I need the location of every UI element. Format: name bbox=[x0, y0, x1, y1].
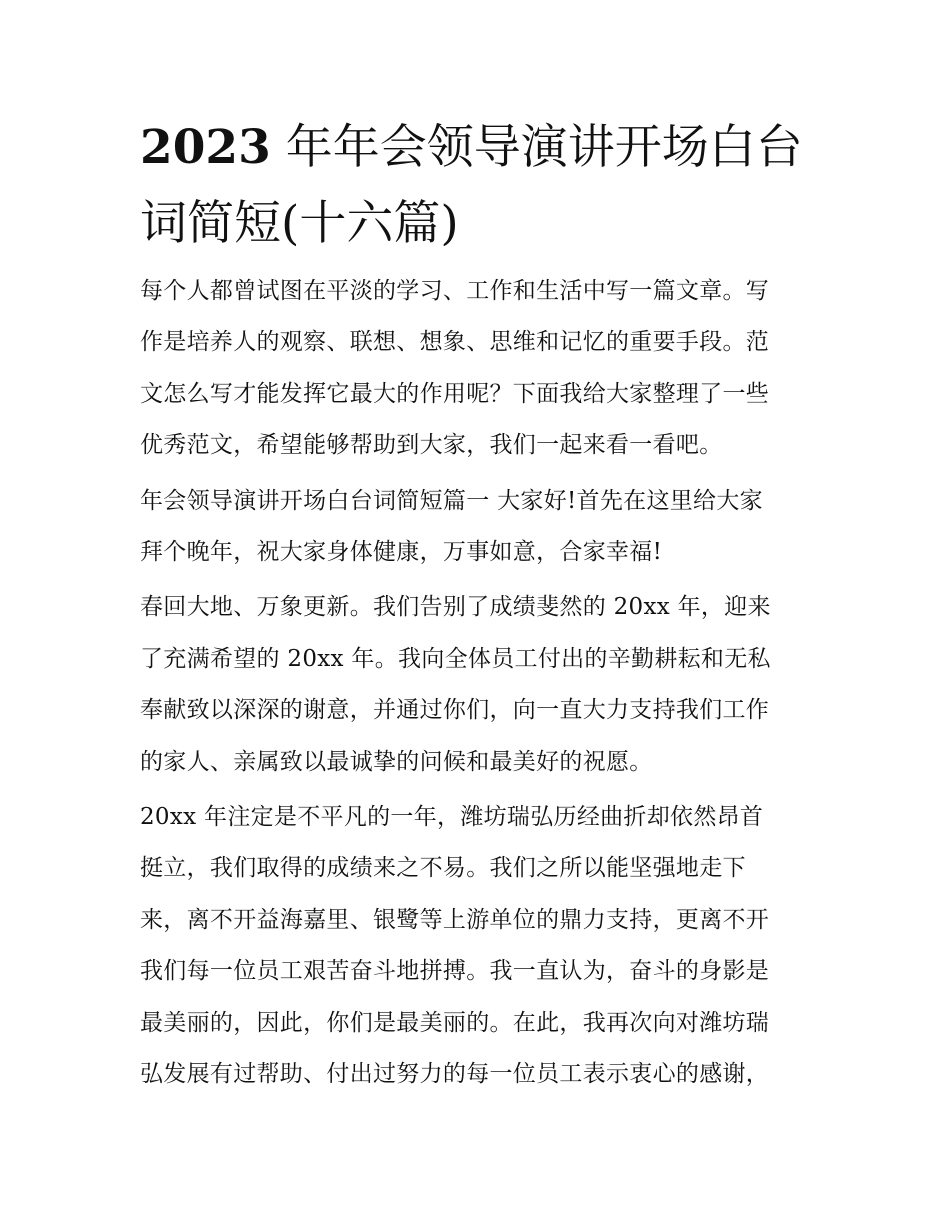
paragraph-greeting bbox=[140, 476, 812, 579]
title-text-1: 年年会领导演讲开场白台 bbox=[270, 120, 803, 175]
title-line-1 bbox=[140, 110, 812, 186]
text-line: 文怎么写才能发挥它最大的作用呢？下面我给大家整理了一些 bbox=[140, 380, 770, 407]
title-year: 2023 bbox=[140, 120, 271, 175]
paragraph-review bbox=[140, 792, 812, 1100]
text-line: 挺立，我们取得的成绩来之不易。我们之所以能坚强地走下 bbox=[140, 855, 746, 882]
text-line: 拜个晚年，祝大家身体健康，万事如意，合家幸福! bbox=[140, 539, 663, 566]
text-line: 春回大地、万象更新。我们告别了成绩斐然的 20xx 年，迎来 bbox=[140, 594, 771, 621]
text-line: 最美丽的，因此，你们是最美丽的。在此，我再次向对潍坊瑞 bbox=[140, 1009, 770, 1036]
text-line: 来，离不开益海嘉里、银鹭等上游单位的鼎力支持，更离不开 bbox=[140, 906, 770, 933]
paragraph-intro bbox=[140, 266, 812, 472]
text-line: 了充满希望的 20xx 年。我向全体员工付出的辛勤耕耘和无私 bbox=[140, 645, 771, 672]
text-line: 20xx 年注定是不平凡的一年，潍坊瑞弘历经曲折却依然昂首 bbox=[140, 804, 764, 831]
paragraph-new-year bbox=[140, 582, 812, 788]
text-line: 我们每一位员工艰苦奋斗地拼搏。我一直认为，奋斗的身影是 bbox=[140, 958, 770, 985]
text-line: 每个人都曾试图在平淡的学习、工作和生活中写一篇文章。写 bbox=[140, 278, 770, 304]
text-line: 作是培养人的观察、联想、想象、思维和记忆的重要手段。范 bbox=[140, 329, 770, 356]
document-body bbox=[140, 110, 812, 1101]
text-line: 的家人、亲属致以最诚挚的问候和最美好的祝愿。 bbox=[140, 748, 653, 775]
text-line: 奉献致以深深的谢意，并通过你们，向一直大力支持我们工作 bbox=[140, 697, 770, 724]
text-line: 弘发展有过帮助、付出过努力的每一位员工表示衷心的感谢， bbox=[140, 1061, 770, 1088]
title-line-2: 词简短(十六篇) bbox=[140, 196, 459, 251]
document-title bbox=[140, 110, 812, 262]
text-line: 优秀范文，希望能够帮助到大家，我们一起来看一看吧。 bbox=[140, 432, 723, 459]
text-line: 年会领导演讲开场白台词简短篇一 大家好!首先在这里给大家 bbox=[140, 487, 763, 514]
